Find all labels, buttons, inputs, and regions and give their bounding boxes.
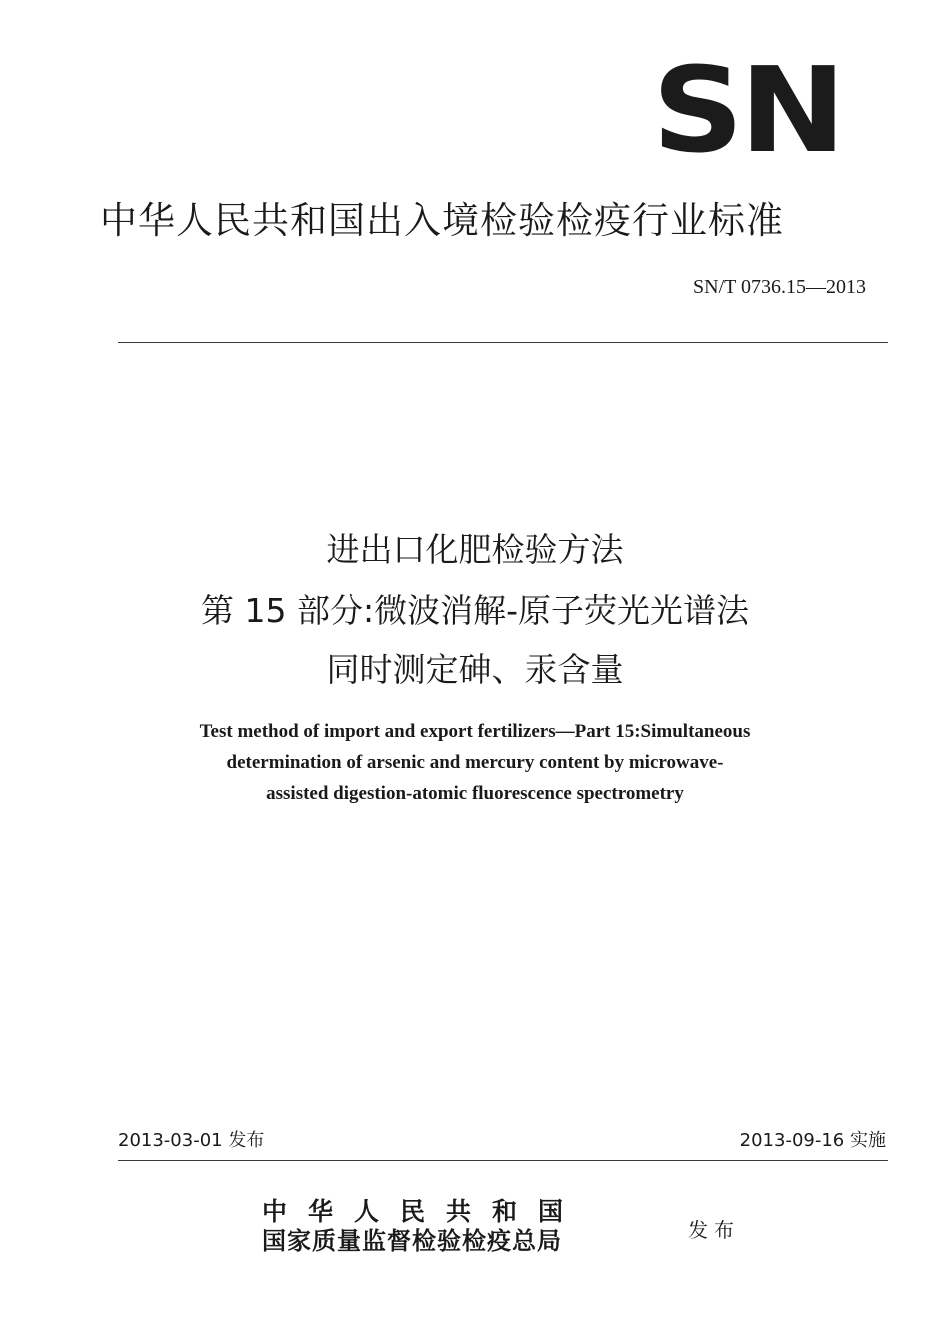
title-en-line1: Test method of import and export fertilizers—Part 15:Simultaneous (199, 721, 751, 742)
issuer-line2: 国家质量监督检验检疫总局 (262, 1226, 562, 1255)
issuer-block (262, 1198, 584, 1256)
implementation-date: 2013-09-16 实施 (739, 1130, 886, 1151)
issue-action: 发布 (688, 1218, 740, 1242)
title-en (0, 716, 950, 809)
bottom-divider (118, 1160, 888, 1161)
issue-date: 2013-03-01 发布 (118, 1130, 265, 1151)
top-divider (118, 342, 888, 343)
title-cn-line2: 第 15 部分:微波消解-原子荧光光谱法 (201, 591, 749, 630)
title-cn-line1: 进出口化肥检验方法 (326, 530, 624, 569)
title-en-line2: determination of arsenic and mercury content by microwave- (226, 752, 724, 773)
title-cn-line3: 同时测定砷、汞含量 (326, 650, 624, 689)
issuer-line1: 中华人民共和国 (262, 1197, 585, 1226)
standard-type-heading: 中华人民共和国出入境检验检疫行业标准 (100, 199, 784, 242)
sn-logo: SN (652, 41, 842, 179)
title-en-line3: assisted digestion-atomic fluorescence spectrometry (266, 783, 684, 804)
standard-code: SN/T 0736.15—2013 (693, 276, 866, 298)
